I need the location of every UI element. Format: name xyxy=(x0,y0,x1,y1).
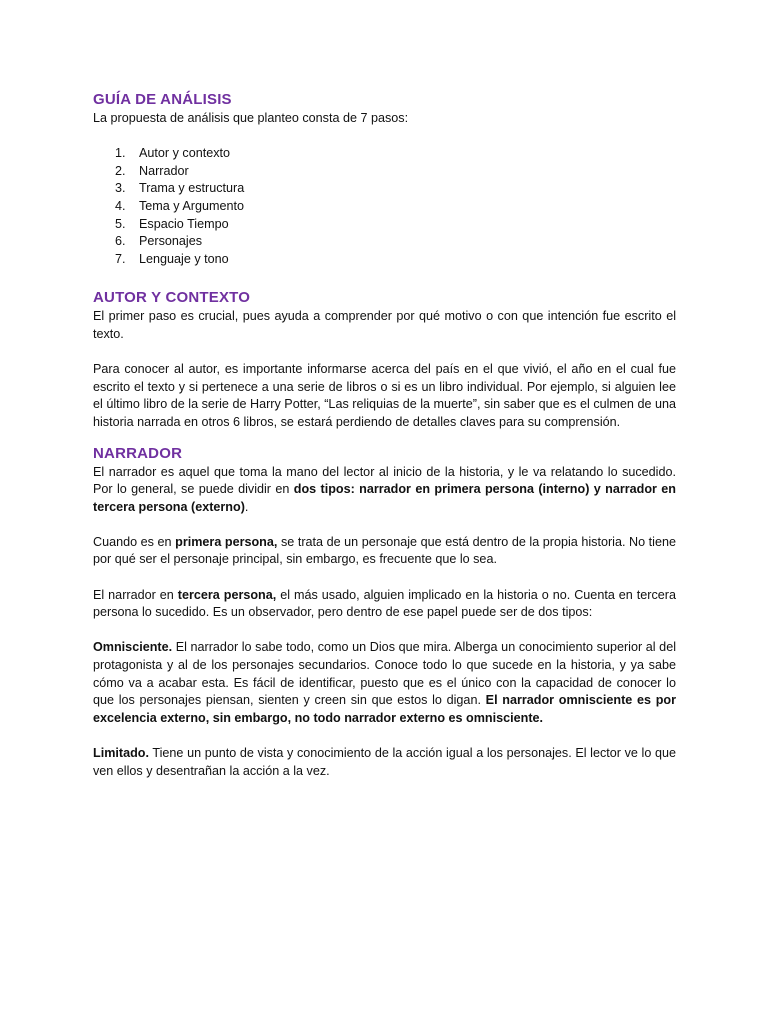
section-title-autor: AUTOR Y CONTEXTO xyxy=(93,289,251,307)
list-item xyxy=(93,233,676,251)
list-item xyxy=(93,198,676,216)
bold-text: Limitado. xyxy=(93,746,149,760)
section-title-guia: GUÍA DE ANÁLISIS xyxy=(93,91,232,108)
list-number: 1. xyxy=(115,146,126,161)
bold-text: tercera persona, xyxy=(177,587,277,602)
narrador-paragraph-1 xyxy=(93,464,676,517)
list-label: Autor y contexto xyxy=(139,146,231,161)
autor-paragraph-1: El primer paso es crucial, pues ayuda a comprender por qué motivo o con que intención fue escrito el texto. xyxy=(93,309,676,341)
autor-paragraph-2: Para conocer al autor, es importante informarse acerca del país en el que vivió, el año en el cual fue escrito el texto y si pertenece a una serie de libros o si es un libro individual. Por ejemplo, si alguien lee el último libro de la serie de Harry Potter, “Las reliquias de la muerte”, sin saber que es el culmen de una historia narrada en otros 6 libros, se estará perdiendo de detalles claves para su comprensión. xyxy=(93,362,676,429)
list-label: Trama y estructura xyxy=(139,181,245,196)
list-number: 3. xyxy=(115,181,126,196)
spacer xyxy=(93,432,676,444)
text-run: Cuando es en xyxy=(93,534,176,549)
text-run: el más usado, alguien implicado en la historia o no. Cuenta en tercera persona lo sucedido. Es un observador, pero dentro de ese papel puede ser de dos tipos: xyxy=(93,587,676,620)
list-label: Narrador xyxy=(139,163,189,178)
text-run: se trata de un personaje que está dentro de la propia historia. No tiene por qué ser el personaje principal, sin embargo, es frecuente que lo sea. xyxy=(93,534,676,567)
steps-list xyxy=(93,145,676,268)
text-run: El narrador es aquel que toma la mano del lector al inicio de la historia, y le va relatando lo sucedido. Por lo general, se puede dividir en xyxy=(93,464,676,497)
spacer xyxy=(93,128,676,146)
text-run: El narrador lo sabe todo, como un Dios que mira. Alberga un conocimiento superior al del protagonista y al de los personajes secundarios. Conoce todo lo que sucede en la historia, y ya sabe cómo va a acabar esta. Es fácil de identificar, puesto que es el único con la capacidad de conocer lo que los personajes piensan, sienten y creen sin que estos lo digan. xyxy=(93,640,676,708)
list-item xyxy=(93,163,676,181)
list-label: Espacio Tiempo xyxy=(139,216,229,231)
spacer xyxy=(93,344,676,362)
narrador-paragraph-2 xyxy=(93,534,676,569)
list-number: 5. xyxy=(115,216,126,231)
spacer xyxy=(93,569,676,587)
list-label: Lenguaje y tono xyxy=(139,251,229,266)
list-label: Personajes xyxy=(139,234,203,249)
list-label: Tema y Argumento xyxy=(139,198,244,213)
narrador-paragraph-3 xyxy=(93,587,676,622)
list-item xyxy=(93,145,676,163)
spacer xyxy=(93,727,676,745)
spacer xyxy=(93,516,676,534)
text-run: Tiene un punto de vista y conocimiento de la acción igual a los personajes. El lector ve lo que ven ellos y desentrañan la acción a la vez. xyxy=(93,746,676,778)
list-number: 7. xyxy=(115,251,126,266)
list-number: 2. xyxy=(115,163,126,178)
bold-text: dos tipos: narrador en primera persona (interno) y narrador en tercera persona (externo) xyxy=(93,482,676,514)
list-item xyxy=(93,216,676,234)
section-title-narrador: NARRADOR xyxy=(93,444,183,462)
narrador-paragraph-4 xyxy=(93,639,676,727)
text-run: . xyxy=(244,499,249,514)
document-page xyxy=(93,90,676,780)
list-number: 6. xyxy=(115,234,126,249)
bold-text: Omnisciente. xyxy=(93,640,173,655)
bold-text: primera persona, xyxy=(175,534,278,549)
list-item xyxy=(93,251,676,269)
guia-intro: La propuesta de análisis que planteo consta de 7 pasos: xyxy=(93,111,409,125)
narrador-paragraph-5 xyxy=(93,745,676,780)
spacer xyxy=(93,622,676,640)
spacer xyxy=(93,268,676,288)
bold-text: El narrador omnisciente es por excelencia externo, sin embargo, no todo narrador externo es omnisciente. xyxy=(93,693,677,725)
list-item xyxy=(93,180,676,198)
list-number: 4. xyxy=(115,198,126,213)
text-run: El narrador en xyxy=(93,587,178,602)
